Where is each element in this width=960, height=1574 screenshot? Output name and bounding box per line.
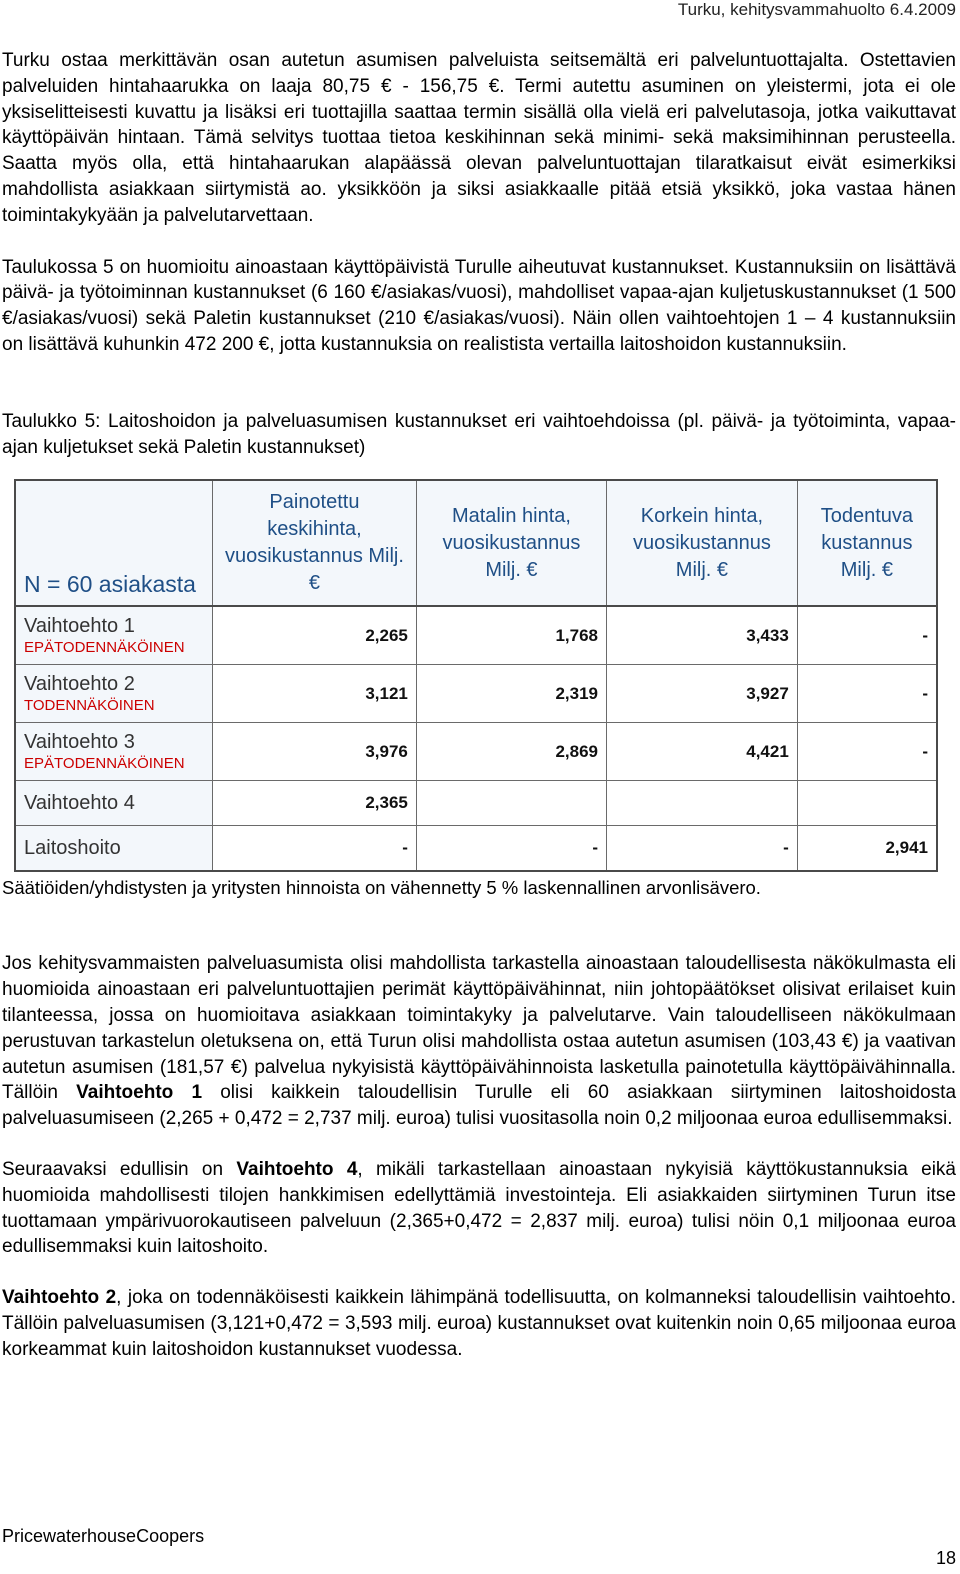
column-header-actual: Todentuva kustannus Milj. €: [797, 480, 937, 606]
table-cell: 3,121: [213, 665, 417, 723]
page-number: 18: [935, 1548, 956, 1568]
document-body: [2, 48, 956, 1363]
text-run: Seuraavaksi edullisin on: [2, 1158, 237, 1180]
column-header-weighted: Painotettu keskihinta, vuosikustannus Milj. €: [213, 480, 417, 606]
table-cell: 2,941: [797, 826, 937, 872]
row-tag: TODENNÄKÖINEN: [24, 696, 155, 714]
row-name: Laitoshoito: [24, 837, 121, 860]
emphasis-option-1: Vaihtoehto 1: [76, 1082, 203, 1104]
table-cell: 2,869: [416, 723, 606, 781]
paragraph-economic-view: [2, 951, 956, 1132]
table-corner-header: N = 60 asiakasta: [15, 480, 213, 606]
text-run: olisi kaikkein taloudellisin Turulle eli 60 asiakkaan siirtyminen laitoshoidosta palveluasumiseen (2,265 + 0,472 = 2,737 milj. euroa) tulisi vuositasolla noin 0,2 miljoonaa euroa edullisemmaksi.: [2, 1082, 957, 1130]
table-row: [15, 781, 937, 826]
text-run: , joka on todennäköisesti kaikkein lähimpänä todellisuutta, on kolmanneksi taloudellisin vaihtoehto. Tällöin palveluasumisen (3,121+0,472 = 3,593 milj. euroa) kustannukset ovat kuitenkin noin 0,65 miljoonaa euroa korkeammat kuin laitoshoidon kustannukset vuodessa.: [2, 1287, 956, 1360]
table-cell: -: [797, 723, 937, 781]
text-run: Jos kehitysvammaisten palveluasumista olisi mahdollista tarkastella ainoastaan taloudellisesta näkökulmasta eli huomioida ainoastaan eri palveluntuottajien perimät käyttöpäivähinnat, niin johtopäätökset olisivat erilaiset kuin tilanteessa, jossa on huomioitava asiakkaan toimintakyky ja palvelutarve. Vain taloudelliseen näkökulmaan perustuvan tarkastelun oletuksena on, että Turun olisi mahdollista ostaa autetun asumisen (103,43 €) ja vaativan autetun asumisen (181,57 €) palvelua nykyisistä käyttöpäivähinnoista lasketulla painotetulla käyttöpäivähinnalla. Tällöin: [2, 953, 956, 1104]
row-header: [15, 781, 213, 826]
row-name: Vaihtoehto 4: [24, 792, 135, 815]
paragraph-costs: Taulukossa 5 on huomioitu ainoastaan käyttöpäivistä Turulle aiheutuvat kustannukset. Kustannuksiin on lisättävä päivä- ja työtoiminnan kustannukset (6 160 €/asiakas/vuosi), mahdolliset vapaa-ajan kuljetuskustannukset (1 500 €/asiakas/vuosi) sekä Paletin kustannukset (210 €/asiakas/vuosi). Näin ollen vaihtoehtojen 1 – 4 kustannuksiin on lisättävä kuhunkin 472 200 €, jotta kustannuksia on realistista vertailla laitoshoidon kustannuksiin.: [2, 256, 956, 355]
table-row: [15, 665, 937, 723]
table-cell: 3,433: [607, 606, 798, 665]
table-cell: [797, 781, 937, 826]
paragraph-option-2: [2, 1285, 956, 1362]
table-cell: [607, 781, 798, 826]
cost-table-wrapper: [14, 479, 956, 872]
cost-table: [14, 479, 938, 872]
row-name: Vaihtoehto 3: [24, 730, 135, 753]
table-caption: Taulukko 5: Laitoshoidon ja palveluasumisen kustannukset eri vaihtoehdoissa (pl. päivä- ja työtoiminta, vapaa-ajan kuljetukset sekä Paletin kustannukset): [2, 410, 956, 458]
row-header: [15, 665, 213, 723]
paragraph-intro: Turku ostaa merkittävän osan autetun asumisen palveluista seitsemältä eri palveluntuottajalta. Ostettavien palveluiden hintahaarukka on laaja 80,75 € - 156,75 €. Termi autettu asuminen on yleistermi, jota ei ole yksiselitteisesti kuvattu ja lisäksi eri tuottajilla saattaa termin sisällä olla vielä eri palvelutasoja, jotka vaikuttavat käyttöpäivän hintaan. Tämä selvitys tuottaa tietoa keskihinnan sekä minimi- sekä maksimihinnan perusteella. Saatta myös olla, että hintahaarukan alapäässä olevan palveluntuottajan tilaratkaisut eivät esimerkiksi mahdollista asiakkaan siirtymistä ao. yksikköön ja siksi asiakkaalle pitää etsiä yksikkö, joka vastaa hänen toimintakykyään ja palvelutarvettaan.: [2, 50, 956, 226]
table-cell: -: [213, 826, 417, 872]
row-name: Vaihtoehto 2: [24, 672, 135, 695]
table-cell: [416, 781, 606, 826]
column-header-lowest: Matalin hinta, vuosikustannus Milj. €: [416, 480, 606, 606]
table-cell: -: [416, 826, 606, 872]
table-row: [15, 723, 937, 781]
table-cell: 4,421: [607, 723, 798, 781]
table-header-row: [15, 480, 937, 606]
table-row: [15, 606, 937, 665]
row-tag: EPÄTODENNÄKÖINEN: [24, 638, 185, 656]
table-row: [15, 826, 937, 872]
row-header: [15, 826, 213, 872]
footer-company: PricewaterhouseCoopers: [2, 1526, 205, 1546]
table-cell: -: [797, 665, 937, 723]
table-cell: 1,768: [416, 606, 606, 665]
table-cell: 2,265: [213, 606, 417, 665]
table-cell: 3,927: [607, 665, 798, 723]
row-name: Vaihtoehto 1: [24, 614, 135, 637]
emphasis-option-4: Vaihtoehto 4: [236, 1158, 358, 1180]
text-run: , mikäli tarkastellaan ainoastaan nykyisiä käyttökustannuksia eikä huomioida mahdollisesti tilojen hankkimisen edellyttämiä investointeja. Eli asiakkaiden siirtyminen Turun itse tuottamaan ympärivuorokautiseen palveluun (2,365+0,472 = 2,837 milj. euroa) tulisi nöin 0,1 miljoonaa euroa edullisemmaksi kuin laitoshoito.: [2, 1158, 957, 1258]
row-header: [15, 606, 213, 665]
table-cell: -: [607, 826, 798, 872]
table-cell: 3,976: [213, 723, 417, 781]
emphasis-option-2: Vaihtoehto 2: [2, 1287, 117, 1309]
table-footnote: Säätiöiden/yhdistysten ja yritysten hinnoista on vähennetty 5 % laskennallinen arvonlisävero.: [2, 877, 761, 899]
row-tag: EPÄTODENNÄKÖINEN: [24, 754, 185, 772]
page-header: Turku, kehitysvammahuolto 6.4.2009: [677, 0, 956, 19]
table-cell: 2,365: [213, 781, 417, 826]
column-header-highest: Korkein hinta, vuosikustannus Milj. €: [607, 480, 798, 606]
table-cell: 2,319: [416, 665, 606, 723]
table-cell: -: [797, 606, 937, 665]
paragraph-option-4: [2, 1157, 956, 1260]
row-header: [15, 723, 213, 781]
